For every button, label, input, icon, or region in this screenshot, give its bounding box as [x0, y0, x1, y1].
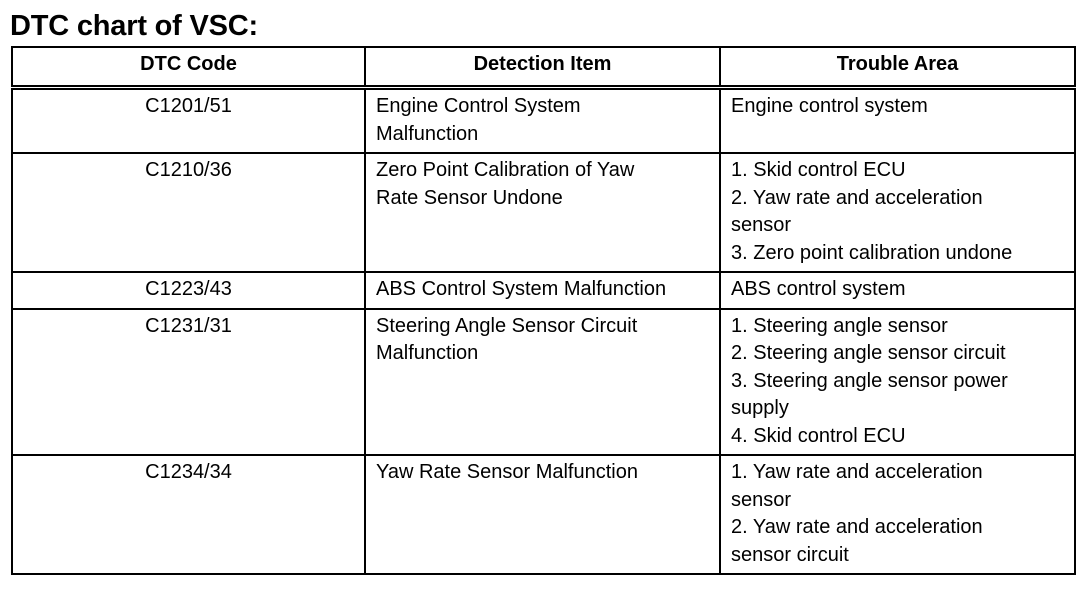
table-row	[12, 272, 1075, 309]
detection-item-cell	[365, 309, 720, 456]
trouble-area-line: 2. Steering angle sensor circuit	[731, 342, 1006, 364]
trouble-area-line: 3. Steering angle sensor power	[731, 369, 1008, 392]
detection-item-line: Engine Control System	[376, 95, 581, 117]
detection-item-line: Malfunction	[376, 122, 479, 145]
page-title: DTC chart of VSC:	[10, 10, 258, 42]
table-row	[12, 153, 1075, 272]
table-row	[12, 88, 1075, 154]
detection-item-cell	[365, 153, 720, 272]
trouble-area-line: 1. Steering angle sensor	[731, 314, 948, 337]
trouble-area-line: 1. Yaw rate and acceleration	[731, 461, 983, 483]
dtc-code-cell: C1201/51	[12, 88, 365, 154]
trouble-area-cell	[720, 272, 1075, 309]
column-header-dtc-code: DTC Code	[12, 47, 365, 88]
dtc-code-cell: C1223/43	[12, 272, 365, 309]
detection-item-cell	[365, 272, 720, 309]
table-row	[12, 455, 1075, 574]
column-header-detection-item: Detection Item	[365, 47, 720, 88]
trouble-area-cell	[720, 455, 1075, 574]
detection-item-cell	[365, 455, 720, 574]
trouble-area-line: 3. Zero point calibration undone	[731, 241, 1013, 264]
trouble-area-line: sensor	[731, 214, 792, 236]
trouble-area-cell	[720, 309, 1075, 456]
trouble-area-line: supply	[731, 397, 789, 419]
detection-item-line: Rate Sensor Undone	[376, 186, 563, 209]
trouble-area-line: sensor circuit	[731, 543, 849, 566]
trouble-area-cell	[720, 153, 1075, 272]
detection-item-cell	[365, 88, 720, 154]
trouble-area-line: Engine control system	[731, 95, 928, 117]
detection-item-line: ABS Control System Malfunction	[376, 278, 667, 300]
trouble-area-line: sensor	[731, 488, 792, 511]
trouble-area-cell	[720, 88, 1075, 154]
trouble-area-line: 2. Yaw rate and acceleration	[731, 186, 983, 209]
dtc-code-cell: C1210/36	[12, 153, 365, 272]
dtc-code-cell: C1231/31	[12, 309, 365, 456]
trouble-area-line: 2. Yaw rate and acceleration	[731, 516, 983, 538]
trouble-area-line: ABS control system	[731, 278, 906, 300]
trouble-area-line: 1. Skid control ECU	[731, 159, 906, 181]
table-header-row	[12, 47, 1075, 88]
dtc-code-cell: C1234/34	[12, 455, 365, 574]
detection-item-line: Steering Angle Sensor Circuit	[376, 314, 638, 337]
detection-item-line: Zero Point Calibration of Yaw	[376, 159, 635, 181]
trouble-area-line: 4. Skid control ECU	[731, 424, 906, 447]
detection-item-line: Malfunction	[376, 342, 479, 364]
column-header-trouble-area: Trouble Area	[720, 47, 1075, 88]
dtc-table	[11, 46, 1076, 575]
detection-item-line: Yaw Rate Sensor Malfunction	[376, 461, 638, 483]
table-row	[12, 309, 1075, 456]
